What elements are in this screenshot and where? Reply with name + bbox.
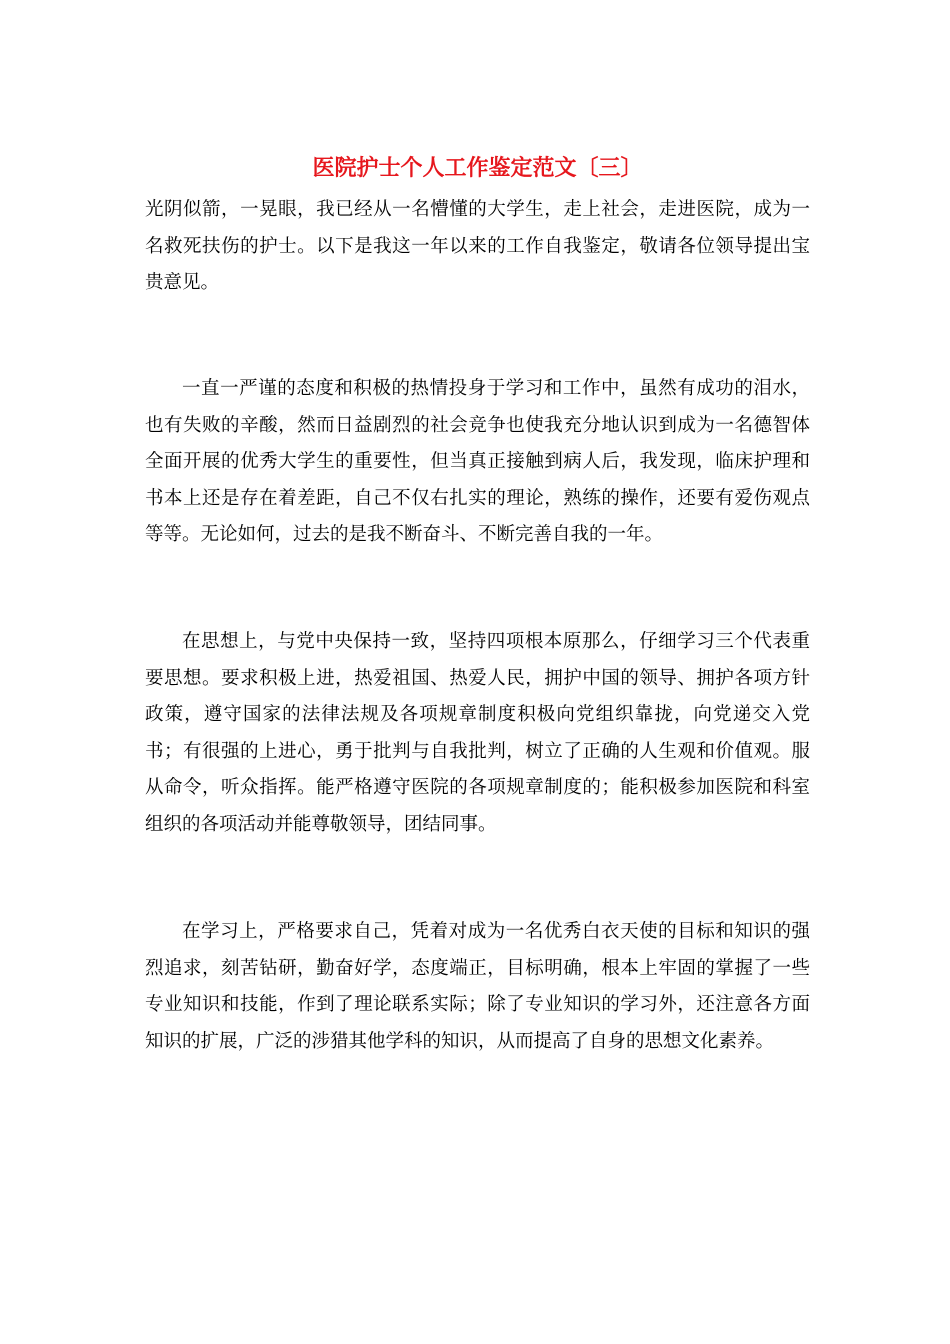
paragraph-attitude: 一直一严谨的态度和积极的热情投身于学习和工作中，虽然有成功的泪水，也有失败的辛酸，然而日益剧烈的社会竞争也使我充分地认识到成为一名德智体全面开展的优秀大学生的重要性，但当真正接触到病人后，我发现，临床护理和书本上还是存在着差距，自己不仅右扎实的理论，熟练的操作，还要有爱伤观点等等。无论如何，过去的是我不断奋斗、不断完善自我的一年。 <box>145 378 810 545</box>
paragraph-ideology: 在思想上，与党中央保持一致，坚持四项根本原那么，仔细学习三个代表重要思想。要求积极上进，热爱祖国、热爱人民，拥护中国的领导、拥护各项方针政策，遵守国家的法律法规及各项规章制度积极向党组织靠拢，向党递交入党书；有很强的上进心，勇于批判与自我批判，树立了正确的人生观和价值观。服从命令，听众指挥。能严格遵守医院的各项规章制度的；能积极参加医院和科室组织的各项活动并能尊敬领导，团结同事。 <box>145 631 810 835</box>
paragraph-intro: 光阴似箭，一晃眼，我已经从一名懵懂的大学生，走上社会，走进医院，成为一名救死扶伤的护士。以下是我这一年以来的工作自我鉴定，敬请各位领导提出宝贵意见。 <box>145 199 810 293</box>
document-title: 医院护士个人工作鉴定范文〔三〕 <box>312 155 643 181</box>
paragraph-study: 在学习上，严格要求自己，凭着对成为一名优秀白衣天使的目标和知识的强烈追求，刻苦钻研，勤奋好学，态度端正，目标明确，根本上牢固的掌握了一些专业知识和技能，作到了理论联系实际；除了专业知识的学习外，还注意各方面知识的扩展，广泛的涉猎其他学科的知识，从而提高了自身的思想文化素养。 <box>145 921 810 1052</box>
